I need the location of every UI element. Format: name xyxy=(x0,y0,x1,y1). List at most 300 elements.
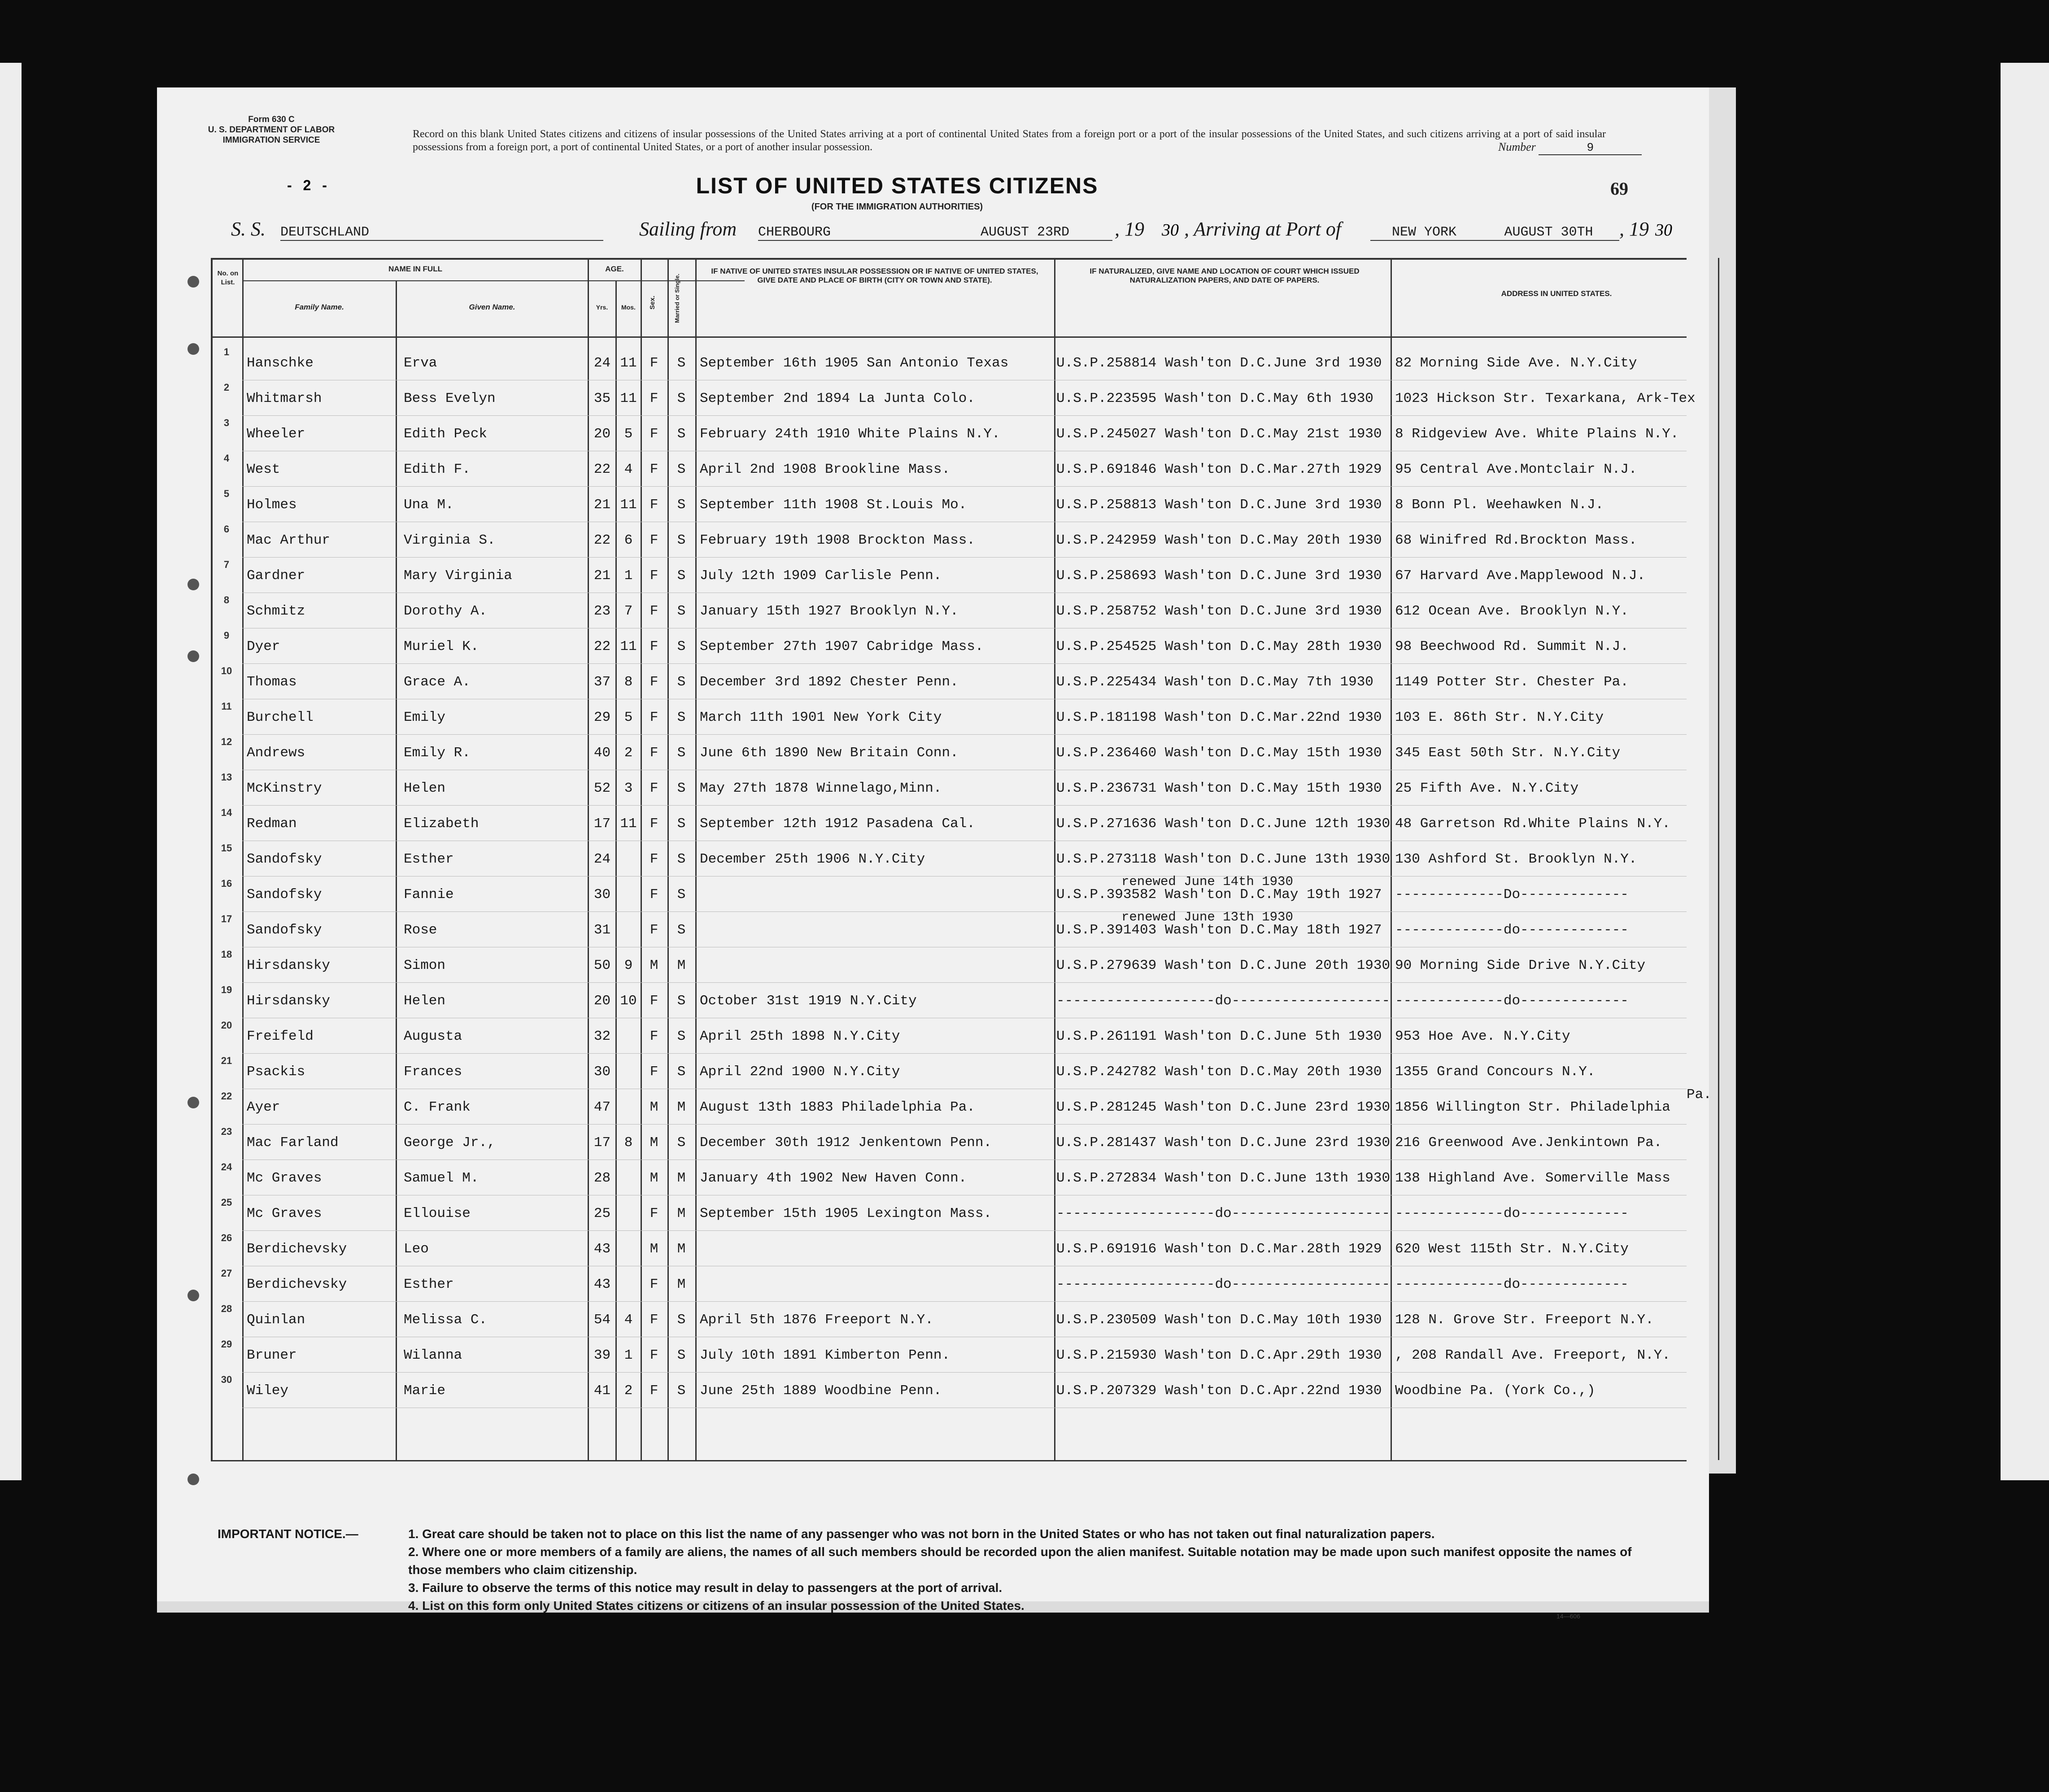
cell-nat: U.S.P.272834 Wash'ton D.C.June 13th 1930 xyxy=(1056,1170,1391,1186)
cell-sex: F xyxy=(650,603,658,619)
table-row xyxy=(211,1054,1763,1089)
service: IMMIGRATION SERVICE xyxy=(222,135,320,145)
cell-no: 8 xyxy=(223,594,230,606)
cell-addr: Woodbine Pa. (York Co.,) xyxy=(1395,1383,1596,1399)
cell-nat: U.S.P.236460 Wash'ton D.C.May 15th 1930 xyxy=(1056,745,1382,761)
cell-addr: 130 Ashford St. Brooklyn N.Y. xyxy=(1395,851,1637,867)
page-number: 69 xyxy=(1610,179,1628,199)
cell-yrs: 28 xyxy=(593,1170,611,1186)
department: U. S. DEPARTMENT OF LABOR xyxy=(208,125,335,135)
cell-no: 15 xyxy=(221,842,232,854)
cell-ms: S xyxy=(677,745,686,761)
arrival-year: 30 xyxy=(1655,221,1672,240)
header-months: Mos. xyxy=(621,304,636,311)
cell-addr: 95 Central Ave.Montclair N.J. xyxy=(1395,462,1637,477)
cell-given: Edith Peck xyxy=(404,426,488,442)
cell-ms: S xyxy=(677,674,686,690)
cell-given: Una M. xyxy=(404,497,454,513)
table-row xyxy=(211,593,1763,628)
sailing-year: 30 xyxy=(1162,221,1179,240)
cell-ms: S xyxy=(677,355,686,371)
cell-birth: January 15th 1927 Brooklyn N.Y. xyxy=(700,603,959,619)
cell-addr: -------------do------------- xyxy=(1395,1277,1629,1292)
cell-yrs: 17 xyxy=(593,816,611,832)
cell-no: 30 xyxy=(221,1374,232,1385)
cell-addr: 67 Harvard Ave.Mapplewood N.J. xyxy=(1395,568,1646,584)
cell-nat: U.S.P.281245 Wash'ton D.C.June 23rd 1930 xyxy=(1056,1099,1391,1115)
table-row xyxy=(211,452,1763,487)
cell-yrs: 39 xyxy=(593,1347,611,1363)
cell-yrs: 25 xyxy=(593,1206,611,1221)
cell-sex: F xyxy=(650,816,658,832)
cell-sex: F xyxy=(650,780,658,796)
cell-addr: 620 West 115th Str. N.Y.City xyxy=(1395,1241,1629,1257)
cell-addr: -------------do------------- xyxy=(1395,922,1629,938)
header-address: ADDRESS IN UNITED STATES. xyxy=(1501,289,1612,298)
cell-birth: September 2nd 1894 La Junta Colo. xyxy=(700,391,975,406)
cell-addr: 90 Morning Side Drive N.Y.City xyxy=(1395,958,1646,973)
cell-ms: M xyxy=(677,1099,686,1115)
row-rule xyxy=(242,1124,1687,1125)
cell-birth: August 13th 1883 Philadelphia Pa. xyxy=(700,1099,975,1115)
arrival-port: NEW YORK xyxy=(1370,225,1478,241)
cell-ms: S xyxy=(677,993,686,1009)
form-subtitle: (FOR THE IMMIGRATION AUTHORITIES) xyxy=(811,202,983,212)
cell-yrs: 21 xyxy=(593,568,611,584)
row-rule xyxy=(242,415,1687,416)
cell-no: 29 xyxy=(221,1339,232,1350)
cell-addr: 48 Garretson Rd.White Plains N.Y. xyxy=(1395,816,1670,832)
table-row xyxy=(211,1160,1763,1195)
punch-hole xyxy=(187,579,199,590)
cell-yrs: 52 xyxy=(593,780,611,796)
arrival-date: AUGUST 30TH xyxy=(1478,225,1619,241)
header-name-in-full: NAME IN FULL xyxy=(388,265,442,273)
cell-family: Mc Graves xyxy=(247,1170,322,1186)
cell-given: Grace A. xyxy=(404,674,471,690)
cell-mos: 4 xyxy=(624,1312,633,1328)
cell-birth: January 4th 1902 New Haven Conn. xyxy=(700,1170,967,1186)
cell-given: Helen xyxy=(404,993,446,1009)
notice-item-2: 2. Where one or more members of a family are aliens, the names of all such members should be recorded upon the alien manifest. Suitable notation may be made upon such manifest opposite the names of those members who claim citizenship. xyxy=(408,1545,1632,1577)
cell-sex: F xyxy=(650,887,658,903)
notice-item-3: 3. Failure to observe the terms of this notice may result in delay to passengers at the port of arrival. xyxy=(408,1581,1003,1595)
cell-ms: S xyxy=(677,780,686,796)
cell-family: Schmitz xyxy=(247,603,305,619)
cell-sex: F xyxy=(650,1206,658,1221)
cell-nat: U.S.P.225434 Wash'ton D.C.May 7th 1930 xyxy=(1056,674,1373,690)
row-rule xyxy=(242,1301,1687,1302)
cell-mos: 1 xyxy=(624,1347,633,1363)
cell-nat: U.S.P.215930 Wash'ton D.C.Apr.29th 1930 xyxy=(1056,1347,1382,1363)
table-row xyxy=(211,1125,1763,1160)
form-info xyxy=(197,114,345,145)
cell-given: Wilanna xyxy=(404,1347,462,1363)
cell-yrs: 50 xyxy=(593,958,611,973)
cell-ms: S xyxy=(677,1029,686,1044)
cell-birth: April 5th 1876 Freeport N.Y. xyxy=(700,1312,933,1328)
cell-given: Ellouise xyxy=(404,1206,471,1221)
cell-sex: F xyxy=(650,851,658,867)
cell-no: 12 xyxy=(221,736,232,747)
cell-ms: M xyxy=(677,958,686,973)
cell-birth: September 15th 1905 Lexington Mass. xyxy=(700,1206,992,1221)
cell-sex: F xyxy=(650,355,658,371)
cell-no: 14 xyxy=(221,807,232,818)
cell-sex: F xyxy=(650,1383,658,1399)
cell-family: Quinlan xyxy=(247,1312,305,1328)
cell-birth: March 11th 1901 New York City xyxy=(700,710,942,725)
cell-family: Wheeler xyxy=(247,426,305,442)
cell-ms: M xyxy=(677,1170,686,1186)
cell-yrs: 43 xyxy=(593,1241,611,1257)
cell-sex: M xyxy=(650,958,658,973)
cell-sex: M xyxy=(650,1099,658,1115)
cell-family: Redman xyxy=(247,816,297,832)
manifest-table xyxy=(211,258,1712,1545)
cell-yrs: 30 xyxy=(593,1064,611,1080)
cell-nat: U.S.P.223595 Wash'ton D.C.May 6th 1930 xyxy=(1056,391,1373,406)
cell-birth: April 2nd 1908 Brookline Mass. xyxy=(700,462,950,477)
notice-item-4: 4. List on this form only United States citizens or citizens of an insular possession of the United States. xyxy=(408,1599,1024,1613)
table-row xyxy=(211,1338,1763,1373)
cell-birth: September 11th 1908 St.Louis Mo. xyxy=(700,497,967,513)
cell-addr: 345 East 50th Str. N.Y.City xyxy=(1395,745,1621,761)
cell-nat: U.S.P.245027 Wash'ton D.C.May 21st 1930 xyxy=(1056,426,1382,442)
table-row xyxy=(211,1019,1763,1054)
cell-given: Emily xyxy=(404,710,446,725)
cell-family: Andrews xyxy=(247,745,305,761)
cell-ms: S xyxy=(677,851,686,867)
cell-yrs: 23 xyxy=(593,603,611,619)
cell-nat: U.S.P.236731 Wash'ton D.C.May 15th 1930 xyxy=(1056,780,1382,796)
cell-yrs: 54 xyxy=(593,1312,611,1328)
cell-family: Berdichevsky xyxy=(247,1241,347,1257)
cell-nat: U.S.P.207329 Wash'ton D.C.Apr.22nd 1930 xyxy=(1056,1383,1382,1399)
cell-birth: July 10th 1891 Kimberton Penn. xyxy=(700,1347,950,1363)
cell-ms: S xyxy=(677,426,686,442)
cell-given: Edith F. xyxy=(404,462,471,477)
cell-sex: F xyxy=(650,710,658,725)
cell-family: Holmes xyxy=(247,497,297,513)
cell-no: 25 xyxy=(221,1197,232,1208)
cell-ms: M xyxy=(677,1206,686,1221)
cell-no: 16 xyxy=(221,878,232,889)
page-label: - 2 - xyxy=(287,177,331,193)
cell-sex: F xyxy=(650,1064,658,1080)
table-row xyxy=(211,487,1763,522)
cell-family: Burchell xyxy=(247,710,314,725)
cell-yrs: 22 xyxy=(593,462,611,477)
cell-no: 9 xyxy=(223,630,230,641)
row-rule xyxy=(242,486,1687,487)
header-years: Yrs. xyxy=(596,304,608,311)
cell-yrs: 21 xyxy=(593,497,611,513)
cell-family: Dyer xyxy=(247,639,280,654)
cell-mos: 11 xyxy=(620,639,637,654)
cell-no: 6 xyxy=(223,523,230,535)
cell-no: 10 xyxy=(221,665,232,676)
punch-hole xyxy=(187,1097,199,1108)
cell-nat-note: renewed June 14th 1930 xyxy=(1121,874,1293,889)
cell-birth: September 16th 1905 San Antonio Texas xyxy=(700,355,1009,371)
cell-birth: April 22nd 1900 N.Y.City xyxy=(700,1064,900,1080)
cell-family: Sandofsky xyxy=(247,851,322,867)
cell-given: C. Frank xyxy=(404,1099,471,1115)
table-row xyxy=(211,735,1763,770)
sailing-label: Sailing from xyxy=(639,218,737,240)
table-row xyxy=(211,912,1763,947)
row-rule xyxy=(242,734,1687,735)
cell-nat: U.S.P.279639 Wash'ton D.C.June 20th 1930 xyxy=(1056,958,1391,973)
cell-addr: 1149 Potter Str. Chester Pa. xyxy=(1395,674,1629,690)
cell-addr: 138 Highland Ave. Somerville Mass xyxy=(1395,1170,1670,1186)
row-rule xyxy=(242,557,1687,558)
cell-birth: September 27th 1907 Cabridge Mass. xyxy=(700,639,984,654)
cell-no: 21 xyxy=(221,1055,232,1066)
cell-mos: 5 xyxy=(624,710,633,725)
cell-birth: December 25th 1906 N.Y.City xyxy=(700,851,925,867)
cell-given: Muriel K. xyxy=(404,639,479,654)
table-row xyxy=(211,1196,1763,1231)
table-row xyxy=(211,381,1763,416)
cell-no: 24 xyxy=(221,1161,232,1173)
row-rule xyxy=(242,663,1687,664)
punch-hole xyxy=(187,343,199,355)
cell-sex: F xyxy=(650,1277,658,1292)
header-sex: Sex. xyxy=(649,296,656,310)
cell-birth: July 12th 1909 Carlisle Penn. xyxy=(700,568,942,584)
number-label: Number xyxy=(1498,140,1536,153)
cell-addr: 8 Ridgeview Ave. White Plains N.Y. xyxy=(1395,426,1679,442)
header-naturalized: IF NATURALIZED, GIVE NAME AND LOCATION OF COURT WHICH ISSUED NATURALIZATION PAPERS, AND DATE OF PAPERS. xyxy=(1090,267,1360,284)
sailing-port: CHERBOURG xyxy=(758,225,937,241)
cell-sex: F xyxy=(650,497,658,513)
cell-addr: -------------do------------- xyxy=(1395,1206,1629,1221)
cell-ms: S xyxy=(677,1064,686,1080)
cell-family: Bruner xyxy=(247,1347,297,1363)
cell-no: 7 xyxy=(223,559,230,570)
cell-sex: F xyxy=(650,1312,658,1328)
cell-given: George Jr., xyxy=(404,1135,496,1151)
cell-birth: June 25th 1889 Woodbine Penn. xyxy=(700,1383,942,1399)
punch-hole xyxy=(187,276,199,288)
table-row xyxy=(211,948,1763,983)
cell-sex: F xyxy=(650,674,658,690)
cell-given: Leo xyxy=(404,1241,429,1257)
cell-sex: F xyxy=(650,1347,658,1363)
cell-ms: S xyxy=(677,497,686,513)
table-row xyxy=(211,771,1763,806)
cell-birth: April 25th 1898 N.Y.City xyxy=(700,1029,900,1044)
cell-sex: F xyxy=(650,639,658,654)
table-row xyxy=(211,806,1763,841)
cell-yrs: 20 xyxy=(593,993,611,1009)
cell-sex: M xyxy=(650,1241,658,1257)
cell-no: 11 xyxy=(221,701,232,712)
cell-sex: F xyxy=(650,922,658,938)
header-no: No. on List. xyxy=(217,270,239,286)
table-row xyxy=(211,416,1763,451)
cell-addr: 25 Fifth Ave. N.Y.City xyxy=(1395,780,1579,796)
cell-nat: U.S.P.258814 Wash'ton D.C.June 3rd 1930 xyxy=(1056,355,1382,371)
table-row xyxy=(211,1267,1763,1302)
row-rule xyxy=(242,1230,1687,1231)
adjacent-page-right xyxy=(2001,63,2049,1480)
cell-nat: U.S.P.391403 Wash'ton D.C.May 18th 1927 xyxy=(1056,922,1382,938)
table-row xyxy=(211,1373,1763,1408)
cell-mos: 11 xyxy=(620,816,637,832)
cell-yrs: 29 xyxy=(593,710,611,725)
cell-ms: S xyxy=(677,603,686,619)
table-row xyxy=(211,1231,1763,1266)
cell-family: Hirsdansky xyxy=(247,993,331,1009)
cell-no: 2 xyxy=(223,382,230,393)
cell-given: Simon xyxy=(404,958,446,973)
cell-given: Virginia S. xyxy=(404,532,496,548)
table-row xyxy=(211,983,1763,1018)
cell-ms: S xyxy=(677,391,686,406)
cell-no: 1 xyxy=(223,346,230,358)
cell-no: 18 xyxy=(221,949,232,960)
cell-no: 17 xyxy=(221,913,232,924)
form-instructions: Record on this blank United States citizens and citizens of insular possessions of the United States arriving at a port of continental United States from a foreign port or a port of the insular possessions of the United States, and such citizens arriving at a port of said insular possessions from a foreign port, a port of continental United States, or a port of another insular possession. xyxy=(413,128,1606,153)
cell-birth: June 6th 1890 New Britain Conn. xyxy=(700,745,959,761)
cell-ms: S xyxy=(677,816,686,832)
cell-mos: 9 xyxy=(624,958,633,973)
cell-addr: 216 Greenwood Ave.Jenkintown Pa. xyxy=(1395,1135,1662,1151)
cell-given: Elizabeth xyxy=(404,816,479,832)
cell-addr: 8 Bonn Pl. Weehawken N.J. xyxy=(1395,497,1604,513)
cell-yrs: 43 xyxy=(593,1277,611,1292)
important-notice xyxy=(218,1525,1653,1615)
cell-family: McKinstry xyxy=(247,780,322,796)
cell-ms: S xyxy=(677,887,686,903)
cell-birth: May 27th 1878 Winnelago,Minn. xyxy=(700,780,942,796)
cell-mos: 8 xyxy=(624,1135,633,1151)
cell-birth: February 24th 1910 White Plains N.Y. xyxy=(700,426,1000,442)
table-row xyxy=(211,629,1763,664)
cell-nat: -------------------do------------------- xyxy=(1056,993,1391,1009)
form-title: LIST OF UNITED STATES CITIZENS xyxy=(696,173,1099,198)
cell-ms: M xyxy=(677,1277,686,1292)
cell-addr: 68 Winifred Rd.Brockton Mass. xyxy=(1395,532,1637,548)
cell-no: 5 xyxy=(223,488,230,499)
cell-addr: 98 Beechwood Rd. Summit N.J. xyxy=(1395,639,1629,654)
cell-family: Gardner xyxy=(247,568,305,584)
cell-no: 27 xyxy=(221,1268,232,1279)
cell-sex: M xyxy=(650,1135,658,1151)
cell-sex: F xyxy=(650,532,658,548)
cell-yrs: 41 xyxy=(593,1383,611,1399)
cell-given: Esther xyxy=(404,851,454,867)
cell-no: 13 xyxy=(221,772,232,783)
cell-no: 28 xyxy=(221,1303,232,1314)
cell-nat: U.S.P.691846 Wash'ton D.C.Mar.27th 1929 xyxy=(1056,462,1382,477)
cell-yrs: 22 xyxy=(593,532,611,548)
cell-nat: U.S.P.258752 Wash'ton D.C.June 3rd 1930 xyxy=(1056,603,1382,619)
cell-nat: U.S.P.261191 Wash'ton D.C.June 5th 1930 xyxy=(1056,1029,1382,1044)
cell-family: Wiley xyxy=(247,1383,289,1399)
cell-birth: October 31st 1919 N.Y.City xyxy=(700,993,917,1009)
cell-yrs: 22 xyxy=(593,639,611,654)
notice-item-1: 1. Great care should be taken not to place on this list the name of any passenger who was not born in the United States or who has not taken out final naturalization papers. xyxy=(408,1527,1435,1541)
manifest-sheet xyxy=(157,87,1712,1620)
cell-birth: September 12th 1912 Pasadena Cal. xyxy=(700,816,975,832)
cell-nat: U.S.P.230509 Wash'ton D.C.May 10th 1930 xyxy=(1056,1312,1382,1328)
cell-family: Sandofsky xyxy=(247,922,322,938)
printer-code: 14—606 xyxy=(1556,1613,1580,1620)
cell-mos: 2 xyxy=(624,1383,633,1399)
manifest-rows xyxy=(211,345,1712,1458)
cell-ms: S xyxy=(677,1312,686,1328)
cell-ms: S xyxy=(677,1135,686,1151)
number-field xyxy=(1498,140,1642,155)
cell-addr: 128 N. Grove Str. Freeport N.Y. xyxy=(1395,1312,1654,1328)
cell-nat: U.S.P.271636 Wash'ton D.C.June 12th 1930 xyxy=(1056,816,1391,832)
cell-given: Helen xyxy=(404,780,446,796)
header-family-name: Family Name. xyxy=(295,303,344,311)
table-row xyxy=(211,1302,1763,1337)
cell-nat: -------------------do------------------- xyxy=(1056,1206,1391,1221)
cell-given: Dorothy A. xyxy=(404,603,488,619)
cell-family: Freifeld xyxy=(247,1029,314,1044)
cell-sex: F xyxy=(650,462,658,477)
cell-yrs: 40 xyxy=(593,745,611,761)
cell-mos: 6 xyxy=(624,532,633,548)
cell-no: 22 xyxy=(221,1090,232,1102)
cell-given: Fannie xyxy=(404,887,454,903)
cell-family: Hanschke xyxy=(247,355,314,371)
cell-family: Hirsdansky xyxy=(247,958,331,973)
cell-nat: U.S.P.281437 Wash'ton D.C.June 23rd 1930 xyxy=(1056,1135,1391,1151)
cell-nat-note: renewed June 13th 1930 xyxy=(1121,910,1293,924)
cell-yrs: 35 xyxy=(593,391,611,406)
cell-addr: -------------Do------------- xyxy=(1395,887,1629,903)
cell-sex: F xyxy=(650,568,658,584)
cell-family: Ayer xyxy=(247,1099,280,1115)
header-married-single: Married or Single. xyxy=(674,274,680,323)
table-row xyxy=(211,700,1763,735)
cell-given: Rose xyxy=(404,922,437,938)
cell-nat: U.S.P.258693 Wash'ton D.C.June 3rd 1930 xyxy=(1056,568,1382,584)
cell-sex: F xyxy=(650,391,658,406)
cell-ms: S xyxy=(677,462,686,477)
cell-addr: 103 E. 86th Str. N.Y.City xyxy=(1395,710,1604,725)
cell-yrs: 31 xyxy=(593,922,611,938)
cell-ms: M xyxy=(677,1241,686,1257)
cell-mos: 8 xyxy=(624,674,633,690)
cell-ms: S xyxy=(677,922,686,938)
sailing-date: AUGUST 23RD xyxy=(937,225,1112,241)
cell-yrs: 37 xyxy=(593,674,611,690)
cell-given: Erva xyxy=(404,355,437,371)
cell-family: Psackis xyxy=(247,1064,305,1080)
cell-ms: S xyxy=(677,710,686,725)
table-row xyxy=(211,841,1763,876)
cell-yrs: 32 xyxy=(593,1029,611,1044)
cell-addr: -------------do------------- xyxy=(1395,993,1629,1009)
row-rule xyxy=(242,911,1687,912)
cell-given: Esther xyxy=(404,1277,454,1292)
cell-sex: F xyxy=(650,426,658,442)
cell-sex: F xyxy=(650,745,658,761)
cell-ms: S xyxy=(677,1347,686,1363)
cell-yrs: 47 xyxy=(593,1099,611,1115)
cell-yrs: 20 xyxy=(593,426,611,442)
cell-ms: S xyxy=(677,1383,686,1399)
sailing-year-prefix: , 19 xyxy=(1115,218,1144,240)
